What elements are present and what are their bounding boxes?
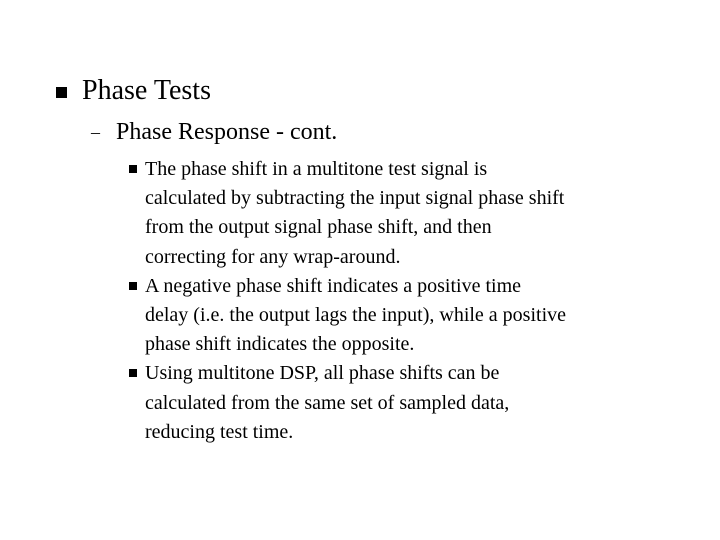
square-bullet-icon xyxy=(129,282,137,290)
list-item-line: correcting for any wrap-around. xyxy=(145,245,401,268)
list-item-line: calculated by subtracting the input signal phase shift xyxy=(145,187,565,210)
subheading-phase-response: Phase Response - cont. xyxy=(116,119,338,145)
list-item-line: delay (i.e. the output lags the input), while a positive xyxy=(145,304,567,327)
list-item-line: reducing test time. xyxy=(145,420,294,443)
list-item xyxy=(145,272,685,360)
list-item-line: A negative phase shift indicates a positive time xyxy=(145,274,522,297)
list-item-line: Using multitone DSP, all phase shifts can be xyxy=(145,362,500,385)
square-bullet-icon xyxy=(129,369,137,377)
dash-bullet-icon: – xyxy=(91,122,100,142)
list-item xyxy=(145,359,685,447)
heading-phase-tests: Phase Tests xyxy=(82,75,211,106)
square-bullet-icon xyxy=(129,165,137,173)
list-item xyxy=(145,155,685,272)
list-item-line: phase shift indicates the opposite. xyxy=(145,333,415,356)
list-item-line: from the output signal phase shift, and then xyxy=(145,216,492,239)
list-item-line: The phase shift in a multitone test signal is xyxy=(145,158,488,180)
square-bullet-icon xyxy=(56,87,67,98)
list-item-line: calculated from the same set of sampled data, xyxy=(145,391,510,414)
bullet-list xyxy=(145,155,685,447)
